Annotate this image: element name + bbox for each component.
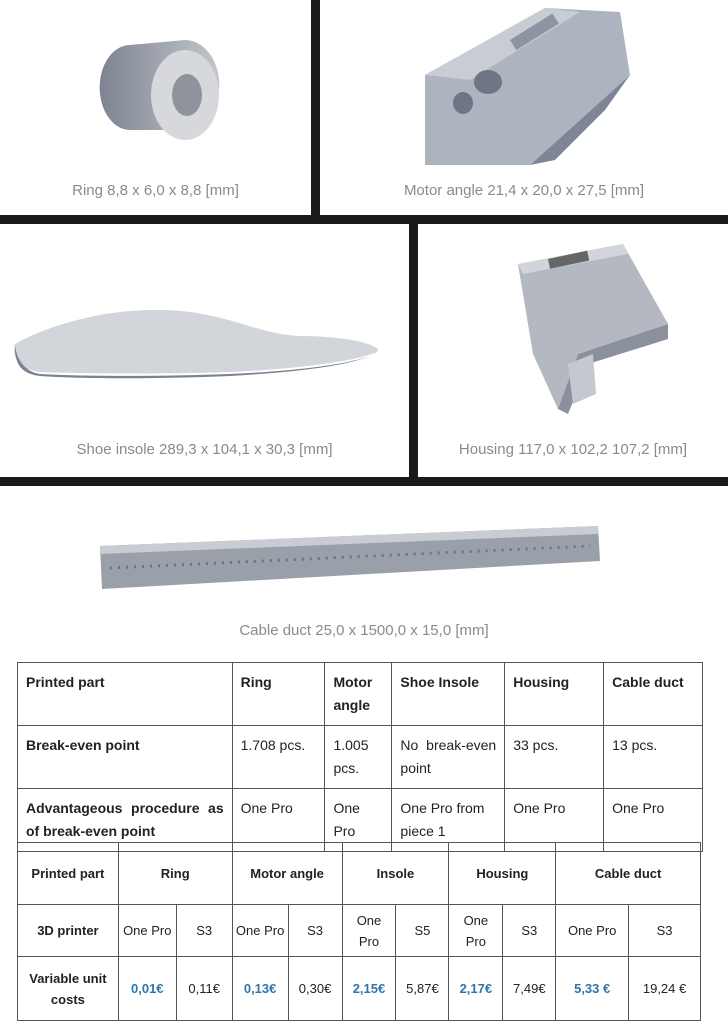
cell: One Pro — [232, 905, 288, 957]
part-caption: Housing 117,0 x 102,2 107,2 [mm] — [458, 441, 688, 458]
cell: S3 — [503, 905, 556, 957]
cell: One Pro — [604, 789, 703, 852]
cell: One Pro — [505, 789, 604, 852]
divider — [0, 477, 728, 486]
row-label: Advantageous procedure as of break-even point — [18, 789, 233, 852]
header-cell: Shoe Insole — [392, 663, 505, 726]
shoe-insole-model-image — [0, 224, 409, 477]
header-cell: Motor angle — [325, 663, 392, 726]
cell: S3 — [288, 905, 342, 957]
cell: One Pro — [556, 905, 629, 957]
cell: 7,49€ — [503, 957, 556, 1021]
unit-cost-table — [17, 842, 701, 1021]
shoe-insole-panel — [0, 224, 409, 477]
cell: One Pro — [325, 789, 392, 852]
cell: 1.005 pcs. — [325, 726, 392, 789]
cell: 0,30€ — [288, 957, 342, 1021]
cell-highlight: 0,13€ — [232, 957, 288, 1021]
header-cell: Insole — [342, 843, 449, 905]
cell: One Pro — [232, 789, 325, 852]
part-caption: Ring 8,8 x 6,0 x 8,8 [mm] — [72, 182, 239, 199]
divider — [409, 224, 418, 478]
divider — [311, 0, 320, 216]
ring-panel — [0, 0, 311, 215]
cable-duct-model-image — [0, 486, 728, 606]
header-cell: Cable duct — [604, 663, 703, 726]
cell: One Pro — [118, 905, 176, 957]
part-caption: Motor angle 21,4 x 20,0 x 27,5 [mm] — [403, 182, 645, 199]
header-cell: Housing — [505, 663, 604, 726]
cell: S5 — [396, 905, 449, 957]
housing-panel — [418, 224, 728, 477]
table-header-row — [18, 663, 703, 726]
cell: 19,24 € — [629, 957, 701, 1021]
cell: One Pro — [449, 905, 503, 957]
table-header-row — [18, 843, 701, 905]
cell: One Pro — [342, 905, 396, 957]
cell-highlight: 2,17€ — [449, 957, 503, 1021]
cell: 1.708 pcs. — [232, 726, 325, 789]
header-cell: Ring — [232, 663, 325, 726]
table-row — [18, 726, 703, 789]
row-label: Variable unit costs — [18, 957, 119, 1021]
cell: One Pro from piece 1 — [392, 789, 505, 852]
cell: 13 pcs. — [604, 726, 703, 789]
cell: No break-even point — [392, 726, 505, 789]
cell: S3 — [176, 905, 232, 957]
header-cell: Motor angle — [232, 843, 342, 905]
row-label: 3D printer — [18, 905, 119, 957]
cable-duct-panel — [0, 486, 728, 656]
cell-highlight: 5,33 € — [556, 957, 629, 1021]
motor-angle-panel — [320, 0, 728, 215]
cell-highlight: 0,01€ — [118, 957, 176, 1021]
header-cell: Printed part — [18, 843, 119, 905]
housing-model-image — [418, 224, 728, 477]
part-caption: Cable duct 25,0 x 1500,0 x 15,0 [mm] — [239, 622, 489, 639]
cell: 0,11€ — [176, 957, 232, 1021]
cell: 33 pcs. — [505, 726, 604, 789]
part-caption: Shoe insole 289,3 x 104,1 x 30,3 [mm] — [76, 441, 333, 458]
header-cell: Housing — [449, 843, 556, 905]
header-cell: Printed part — [18, 663, 233, 726]
table-row — [18, 957, 701, 1021]
cell: S3 — [629, 905, 701, 957]
header-cell: Ring — [118, 843, 232, 905]
cell: 5,87€ — [396, 957, 449, 1021]
header-cell: Cable duct — [556, 843, 701, 905]
break-even-table — [17, 662, 703, 852]
divider — [0, 215, 728, 224]
row-label: Break-even point — [18, 726, 233, 789]
table-row — [18, 905, 701, 957]
cell-highlight: 2,15€ — [342, 957, 396, 1021]
